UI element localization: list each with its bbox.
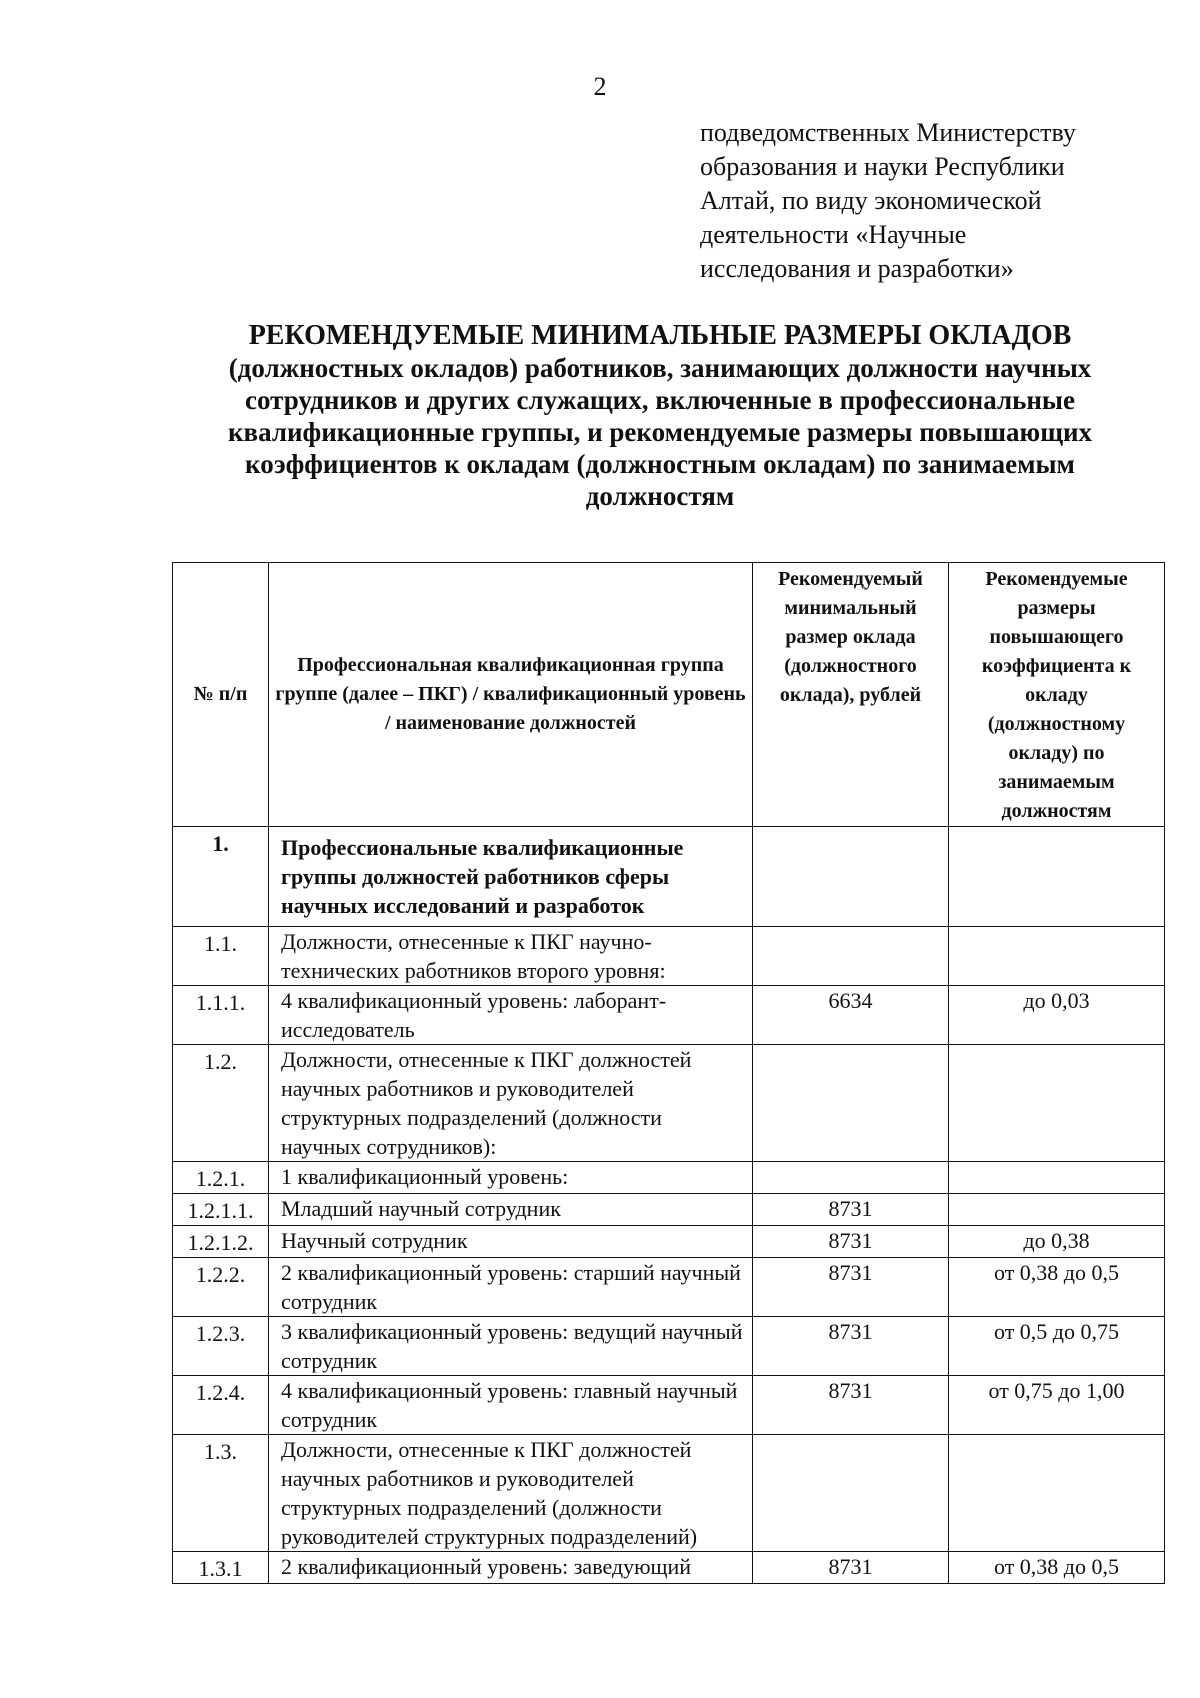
row-name: 3 квалификационный уровень: ведущий научный сотрудник	[269, 1317, 753, 1376]
table-row	[173, 1376, 1165, 1435]
table-row	[173, 1045, 1165, 1162]
row-salary	[753, 1435, 949, 1552]
row-coefficient: от 0,38 до 0,5	[949, 1552, 1165, 1584]
row-name: 4 квалификационный уровень: главный научный сотрудник	[269, 1376, 753, 1435]
preamble-line: исследования и разработки»	[700, 254, 1014, 283]
page-number: 2	[593, 72, 607, 101]
row-number: 1.2.4.	[173, 1376, 269, 1435]
header-coefficient: Рекомендуемые размеры повышающего коэффициента к окладу (должностному окладу) по занимаемым должностям	[949, 563, 1165, 827]
row-name: 4 квалификационный уровень: лаборант-исследователь	[269, 986, 753, 1045]
row-number: 1.2.1.1.	[173, 1194, 269, 1226]
row-number: 1.	[173, 827, 269, 927]
document-title	[190, 320, 1130, 512]
table-row	[173, 1194, 1165, 1226]
preamble-line: Алтай, по виду экономической	[700, 186, 1042, 215]
row-name: Младший научный сотрудник	[269, 1194, 753, 1226]
row-salary	[753, 1162, 949, 1194]
table-row	[173, 1317, 1165, 1376]
preamble-line: деятельности «Научные	[700, 220, 967, 249]
row-salary	[753, 1045, 949, 1162]
title-line: должностям	[585, 481, 735, 511]
row-name: Профессиональные квалификационные группы должностей работников сферы научных исследований и разработок	[269, 827, 753, 927]
row-coefficient	[949, 927, 1165, 986]
row-coefficient	[949, 1162, 1165, 1194]
table-row	[173, 1162, 1165, 1194]
row-coefficient: от 0,38 до 0,5	[949, 1258, 1165, 1317]
row-name: 1 квалификационный уровень:	[269, 1162, 753, 1194]
header-number: № п/п	[173, 563, 269, 827]
row-number: 1.3.	[173, 1435, 269, 1552]
table-body	[173, 827, 1165, 1584]
title-line: квалификационные группы, и рекомендуемые размеры повышающих	[227, 417, 1093, 447]
row-salary: 8731	[753, 1226, 949, 1258]
row-coefficient: до 0,38	[949, 1226, 1165, 1258]
salary-table	[172, 562, 1165, 1584]
row-coefficient	[949, 1435, 1165, 1552]
row-name: Должности, отнесенные к ПКГ научно-технических работников второго уровня:	[269, 927, 753, 986]
row-salary: 8731	[753, 1258, 949, 1317]
row-number: 1.2.3.	[173, 1317, 269, 1376]
row-coefficient: до 0,03	[949, 986, 1165, 1045]
row-name: 2 квалификационный уровень: заведующий	[269, 1552, 753, 1584]
row-coefficient	[949, 1045, 1165, 1162]
row-salary	[753, 927, 949, 986]
title-line: коэффициентов к окладам (должностным окладам) по занимаемым	[245, 449, 1075, 479]
header-salary: Рекомендуемый минимальный размер оклада (должностного оклада), рублей	[753, 563, 949, 827]
row-coefficient	[949, 1194, 1165, 1226]
row-name: Должности, отнесенные к ПКГ должностей научных работников и руководителей структурных подразделений (должности руководителей структурных подразделений)	[269, 1435, 753, 1552]
table-row	[173, 986, 1165, 1045]
table-row	[173, 1226, 1165, 1258]
row-salary: 8731	[753, 1317, 949, 1376]
title-line: сотрудников и других служащих, включенные в профессиональные	[245, 385, 1075, 415]
title-line: (должностных окладов) работников, занимающих должности научных	[228, 353, 1092, 383]
table-row	[173, 927, 1165, 986]
row-coefficient: от 0,5 до 0,75	[949, 1317, 1165, 1376]
row-number: 1.3.1	[173, 1552, 269, 1584]
row-number: 1.2.1.2.	[173, 1226, 269, 1258]
row-name: Научный сотрудник	[269, 1226, 753, 1258]
row-number: 1.2.	[173, 1045, 269, 1162]
preamble-text	[700, 116, 1140, 286]
row-name: 2 квалификационный уровень: старший научный сотрудник	[269, 1258, 753, 1317]
table-row	[173, 1435, 1165, 1552]
table-row	[173, 827, 1165, 927]
row-name: Должности, отнесенные к ПКГ должностей научных работников и руководителей структурных подразделений (должности научных сотрудников):	[269, 1045, 753, 1162]
row-salary: 8731	[753, 1376, 949, 1435]
table-row	[173, 1258, 1165, 1317]
row-salary: 8731	[753, 1194, 949, 1226]
row-coefficient	[949, 827, 1165, 927]
preamble-line: образования и науки Республики	[700, 152, 1065, 181]
row-coefficient: от 0,75 до 1,00	[949, 1376, 1165, 1435]
row-number: 1.1.1.	[173, 986, 269, 1045]
header-qualification-group: Профессиональная квалификационная группа группе (далее – ПКГ) / квалификационный уровень / наименование должностей	[269, 563, 753, 827]
table-row	[173, 1552, 1165, 1584]
row-salary	[753, 827, 949, 927]
row-salary: 6634	[753, 986, 949, 1045]
row-salary: 8731	[753, 1552, 949, 1584]
row-number: 1.2.1.	[173, 1162, 269, 1194]
title-line: РЕКОМЕНДУЕМЫЕ МИНИМАЛЬНЫЕ РАЗМЕРЫ ОКЛАДОВ	[248, 320, 1072, 351]
row-number: 1.2.2.	[173, 1258, 269, 1317]
row-number: 1.1.	[173, 927, 269, 986]
table-header-row	[173, 563, 1165, 827]
preamble-line: подведомственных Министерству	[700, 118, 1076, 147]
